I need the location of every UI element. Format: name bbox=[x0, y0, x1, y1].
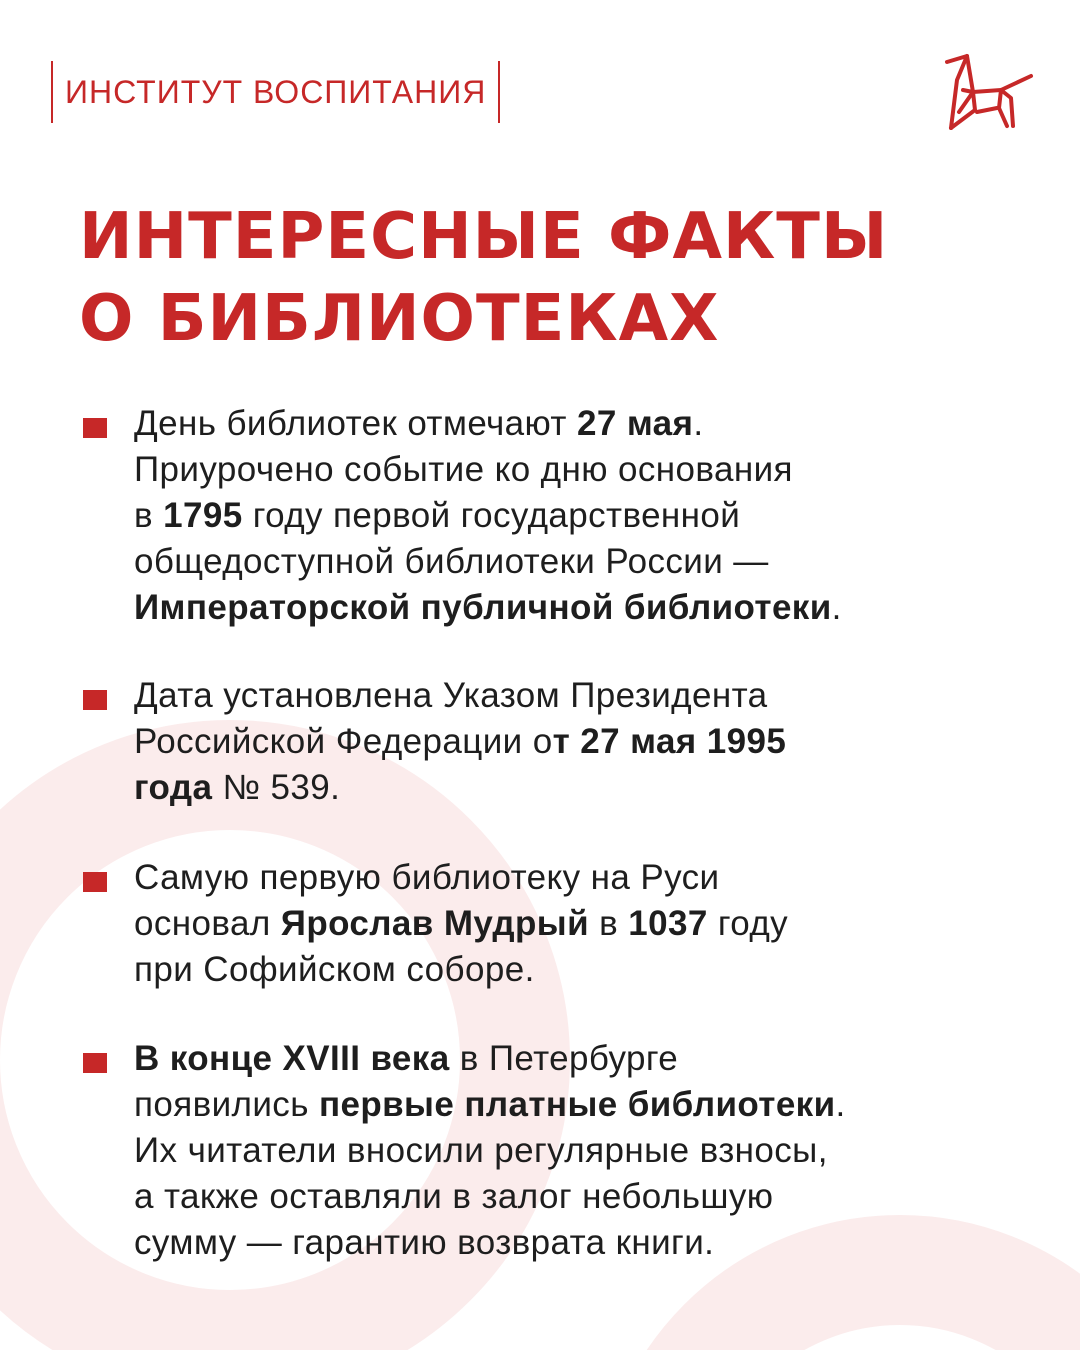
fact-run: а также оставляли в залог небольшую bbox=[134, 1177, 774, 1216]
fact-run: сумму — гарантию возврата книги. bbox=[134, 1223, 715, 1262]
fact-run: Приурочено событие ко дню основания bbox=[134, 450, 793, 489]
fact-run: основал bbox=[134, 904, 281, 943]
fact-text bbox=[134, 673, 994, 811]
fact-run: в Петербурге bbox=[449, 1039, 679, 1078]
bullet-square-icon bbox=[83, 1053, 107, 1073]
fact-run: общедоступной библиотеки России — bbox=[134, 542, 769, 581]
fact-run: День библиотек отмечают bbox=[134, 404, 577, 443]
brand-label bbox=[51, 61, 500, 123]
fact-run: Дата установлена Указом Президента bbox=[134, 676, 768, 715]
fact-run: . bbox=[831, 588, 842, 627]
fact-highlight: 27 мая bbox=[576, 404, 694, 443]
fact-run: при Софийском соборе. bbox=[134, 950, 535, 989]
fact-run: . bbox=[835, 1085, 846, 1124]
fact-highlight: первые платные библиотеки bbox=[318, 1085, 836, 1124]
bullet-square-icon bbox=[83, 690, 107, 710]
fact-run: . bbox=[693, 404, 704, 443]
title-line-1: ИНТЕРЕСНЫЕ ФАКТЫ bbox=[79, 200, 889, 274]
fact-highlight: года bbox=[134, 768, 213, 807]
fact-run: появились bbox=[134, 1085, 319, 1124]
fact-text bbox=[134, 401, 994, 631]
fact-run: № 539. bbox=[212, 768, 341, 807]
brand-text: ИНСТИТУТ ВОСПИТАНИЯ bbox=[65, 73, 487, 110]
fact-run: Российской Федерации о bbox=[134, 722, 553, 761]
fact-highlight: Ярослав Мудрый bbox=[280, 904, 589, 943]
fact-highlight: Императорской публичной библиотеки bbox=[134, 588, 832, 627]
bullet-square-icon bbox=[83, 872, 107, 892]
fact-highlight: 1795 bbox=[163, 496, 243, 535]
fact-run: году первой государственной bbox=[242, 496, 741, 535]
fact-highlight: 1037 bbox=[628, 904, 708, 943]
horse-logo-icon bbox=[943, 50, 1035, 130]
fact-run: Самую первую библиотеку на Руси bbox=[134, 858, 720, 897]
fact-highlight: т 27 мая 1995 bbox=[552, 722, 787, 761]
fact-run: в bbox=[589, 904, 629, 943]
fact-run: в bbox=[134, 496, 164, 535]
fact-text bbox=[134, 855, 994, 993]
fact-run: году bbox=[707, 904, 789, 943]
bullet-square-icon bbox=[83, 418, 107, 438]
fact-run: Их читатели вносили регулярные взносы, bbox=[134, 1131, 828, 1170]
fact-highlight: В конце XVIII века bbox=[134, 1039, 450, 1078]
page-title bbox=[79, 196, 1019, 360]
title-line-2: О БИБЛИОТЕКАХ bbox=[79, 282, 720, 356]
fact-text bbox=[134, 1036, 994, 1266]
